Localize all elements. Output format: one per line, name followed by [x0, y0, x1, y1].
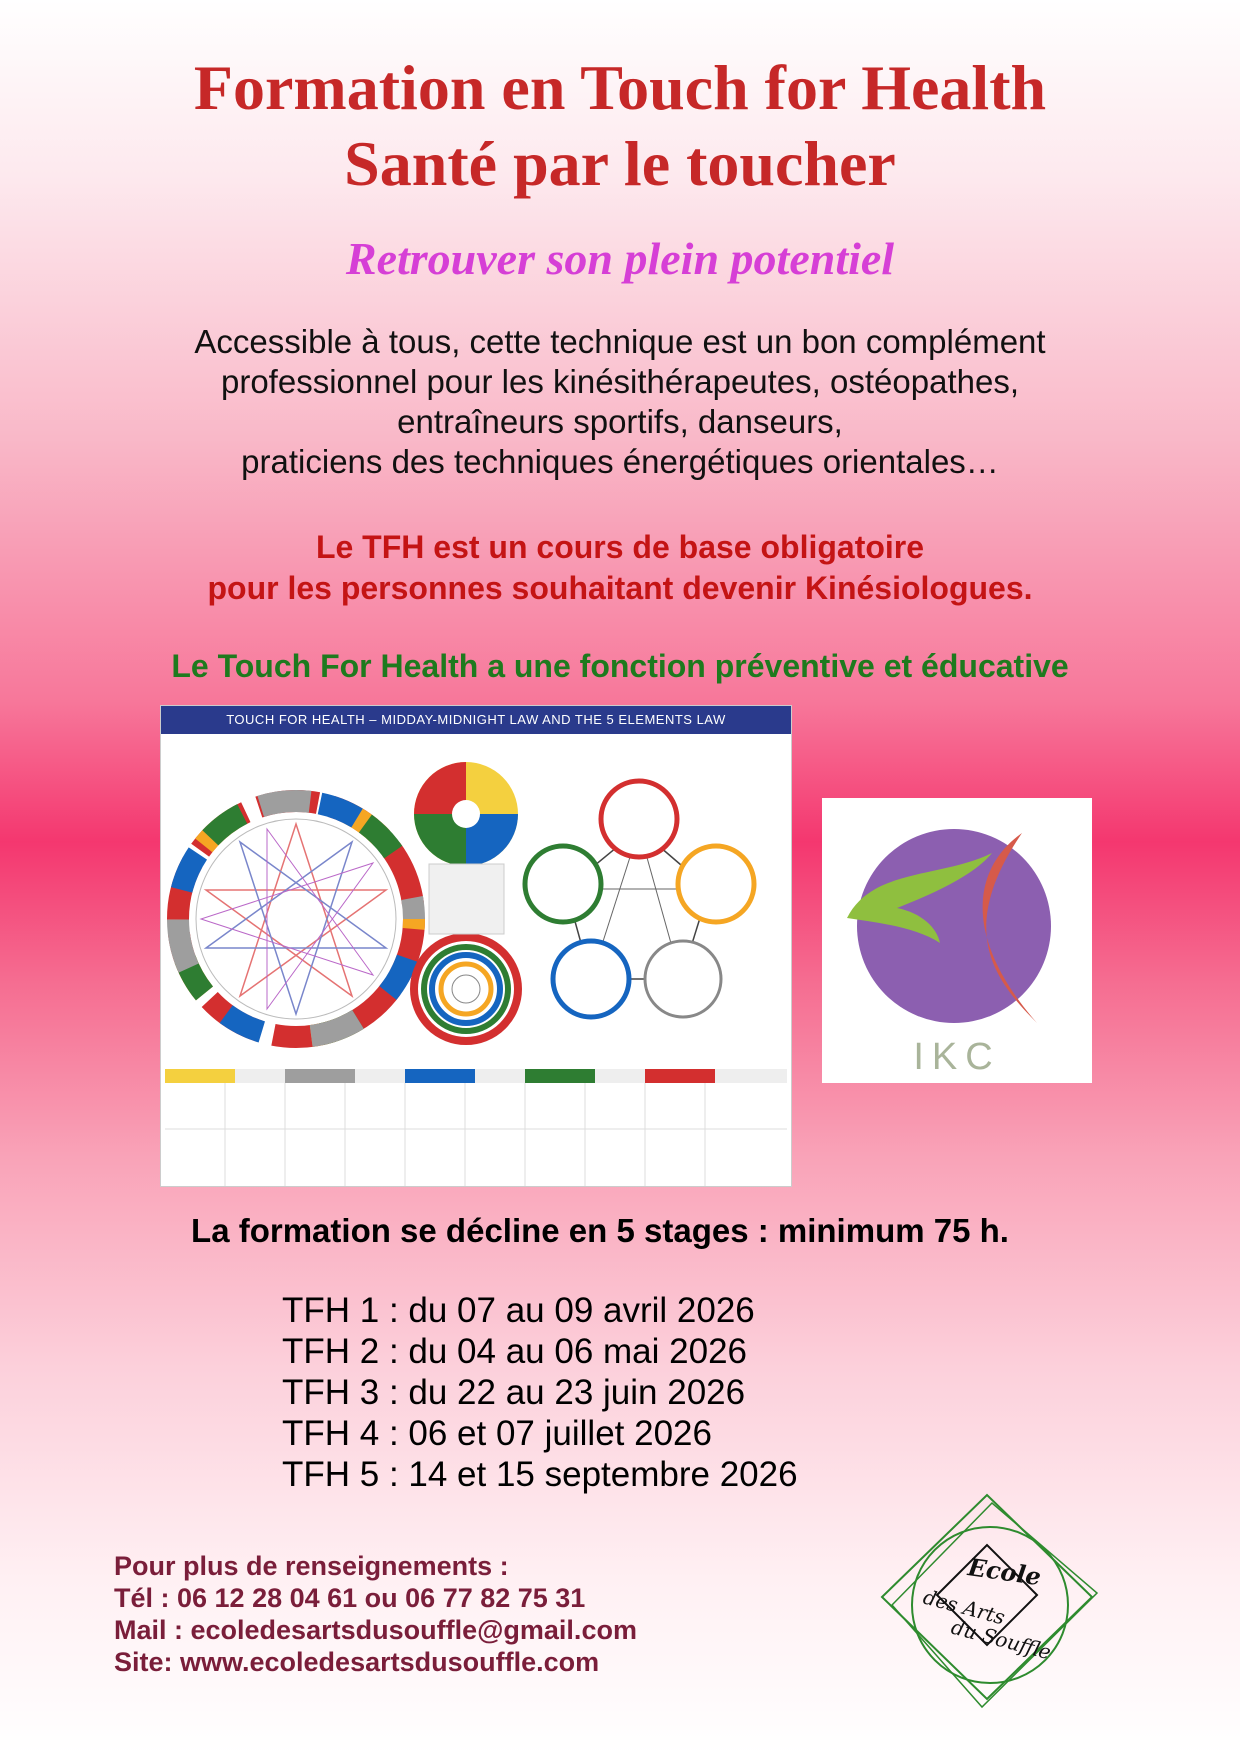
- ecole-arts-souffle-logo: [862, 1485, 1112, 1715]
- date-item: TFH 2 : du 04 au 06 mai 2026: [282, 1332, 747, 1371]
- intro-text: [0, 322, 1240, 482]
- date-item: TFH 1 : du 07 au 09 avril 2026: [282, 1291, 755, 1330]
- stages-heading: La formation se décline en 5 stages : minimum 75 h.: [191, 1212, 1009, 1249]
- svg-text:du Souffle: du Souffle: [948, 1614, 1054, 1665]
- ikc-logo: [822, 798, 1092, 1083]
- contact-website[interactable]: Site: www.ecoledesartsdusouffle.com: [114, 1647, 600, 1677]
- dates-list: [282, 1290, 798, 1495]
- intro-line: praticiens des techniques énergétiques orientales…: [241, 443, 999, 480]
- svg-text:des Arts: des Arts: [920, 1584, 1008, 1630]
- title-line-1: Formation en Touch for Health: [193, 52, 1047, 123]
- date-item: TFH 5 : 14 et 15 septembre 2026: [282, 1455, 798, 1494]
- contact-block: [114, 1550, 637, 1678]
- notice-line-1: Le TFH est un cours de base obligatoire: [315, 529, 925, 565]
- svg-text:Ecole: Ecole: [966, 1552, 1043, 1592]
- date-item: TFH 3 : du 22 au 23 juin 2026: [282, 1373, 746, 1412]
- date-item: TFH 4 : 06 et 07 juillet 2026: [282, 1414, 712, 1453]
- seal-graphic: [862, 1485, 1112, 1715]
- intro-line: Accessible à tous, cette technique est un bon complément: [194, 323, 1046, 360]
- notice-line-2: pour les personnes souhaitant devenir Kinésiologues.: [207, 570, 1033, 606]
- title-line-2: Santé par le toucher: [344, 128, 896, 199]
- notice: [0, 527, 1240, 609]
- contact-phone[interactable]: Tél : 06 12 28 04 61 ou 06 77 82 75 31: [114, 1583, 586, 1613]
- function-statement: Le Touch For Health a une fonction préventive et éducative: [171, 648, 1069, 684]
- ikc-logo-label: IKC: [913, 1036, 1001, 1078]
- chart-illustration: [161, 734, 791, 1186]
- contact-heading: Pour plus de renseignements :: [114, 1551, 509, 1581]
- chart-image-header: TOUCH FOR HEALTH – MIDDAY-MIDNIGHT LAW AND THE 5 ELEMENTS LAW: [161, 706, 791, 734]
- intro-line: professionnel pour les kinésithérapeutes, ostéopathes,: [220, 363, 1019, 400]
- contact-email[interactable]: Mail : ecoledesartsdusouffle@gmail.com: [114, 1615, 637, 1645]
- subtitle: Retrouver son plein potentiel: [345, 233, 895, 284]
- intro-line: entraîneurs sportifs, danseurs,: [397, 403, 843, 440]
- touch-for-health-chart-image: [160, 705, 792, 1187]
